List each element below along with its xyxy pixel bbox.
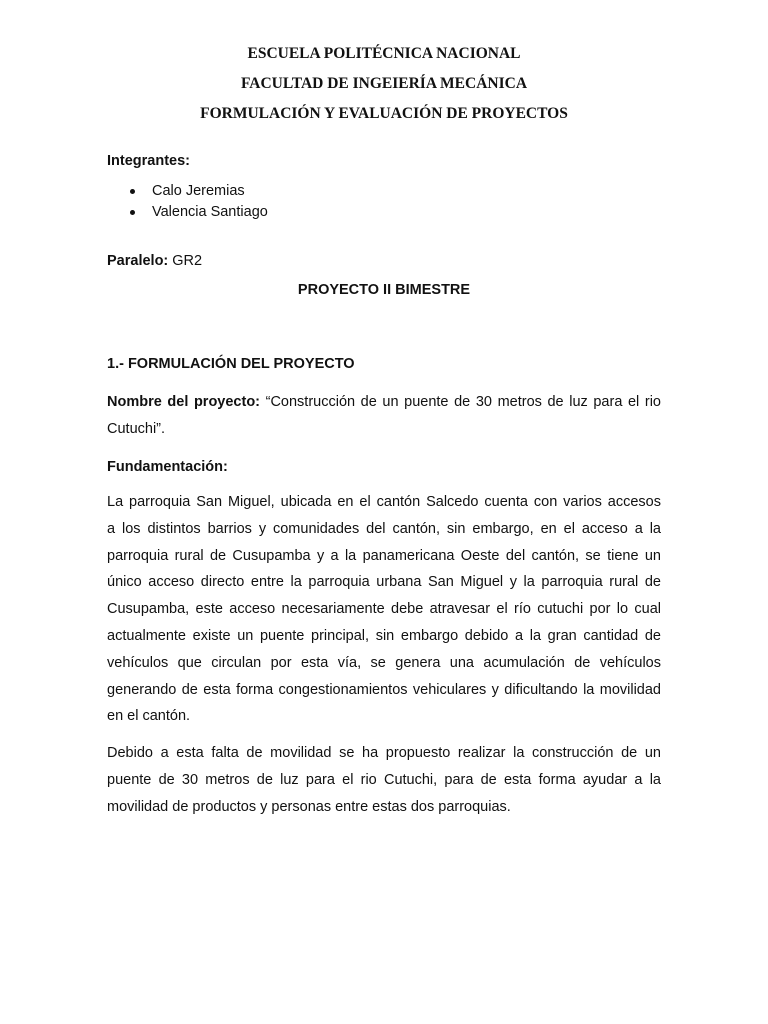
fundamentacion-label: Fundamentación: [107, 459, 228, 475]
paragraph-line [107, 389, 661, 416]
paragraph-line: actualmente existe un puente principal, sin embargo debido a la gran cantidad de [107, 627, 661, 644]
list-item [130, 202, 268, 223]
paragraph-line: generando de esta forma congestionamientos vehiculares y dificultando la movilidad [107, 681, 661, 698]
bullet-icon [130, 210, 135, 215]
paragraph-line: La parroquia San Miguel, ubicada en el cantón Salcedo cuenta con varios accesos [107, 494, 661, 510]
project-name-paragraph [107, 389, 661, 443]
paragraph-line: Cusupamba, este acceso necesariamente debe atravesar el río cutuchi por lo cual [107, 601, 661, 618]
project-name-text: “Construcción de un puente de 30 metros de luz para el rio [260, 394, 661, 410]
member-name: Valencia Santiago [152, 204, 268, 220]
member-name: Calo Jeremias [152, 183, 245, 199]
project-title: PROYECTO II BIMESTRE [297, 282, 471, 298]
institution-name: ESCUELA POLITÉCNICA NACIONAL [247, 45, 521, 62]
course-name: FORMULACIÓN Y EVALUACIÓN DE PROYECTOS [200, 105, 568, 122]
integrantes-label: Integrantes: [107, 153, 190, 169]
paralelo-line [107, 251, 202, 271]
proposal-paragraph [107, 740, 661, 820]
bullet-icon [130, 189, 135, 194]
project-name-label: Nombre del proyecto: [107, 394, 261, 410]
members-list [130, 181, 268, 223]
paragraph-line: parroquia rural de Cusupamba y a la panamericana Oeste del cantón, se tiene un [107, 547, 661, 564]
faculty-name: FACULTAD DE INGEIERÍA MECÁNICA [240, 75, 528, 92]
list-item [130, 181, 268, 202]
paragraph-line: a los distintos barrios y comunidades del cantón, sin embargo, en el acceso a la [107, 520, 661, 537]
paragraph-line: en el cantón. [107, 708, 191, 725]
paragraph-line: movilidad de productos y personas entre estas dos parroquias. [107, 798, 511, 815]
paragraph-line: Cutuchi”. [107, 420, 166, 437]
paralelo-label: Paralelo: [107, 253, 169, 269]
section-heading: 1.- FORMULACIÓN DEL PROYECTO [107, 356, 355, 372]
paragraph-line: puente de 30 metros de luz para el rio Cutuchi, para de esta forma ayudar a la [107, 771, 661, 788]
paragraph-line: vehículos que circulan por esta vía, se genera una acumulación de vehículos [107, 654, 661, 671]
fundamentacion-paragraph [107, 489, 661, 730]
paralelo-value: GR2 [168, 253, 203, 269]
paragraph-line: Debido a esta falta de movilidad se ha propuesto realizar la construcción de un [107, 745, 661, 761]
paragraph-line: único acceso directo entre la parroquia urbana San Miguel y la parroquia rural de [107, 574, 661, 591]
